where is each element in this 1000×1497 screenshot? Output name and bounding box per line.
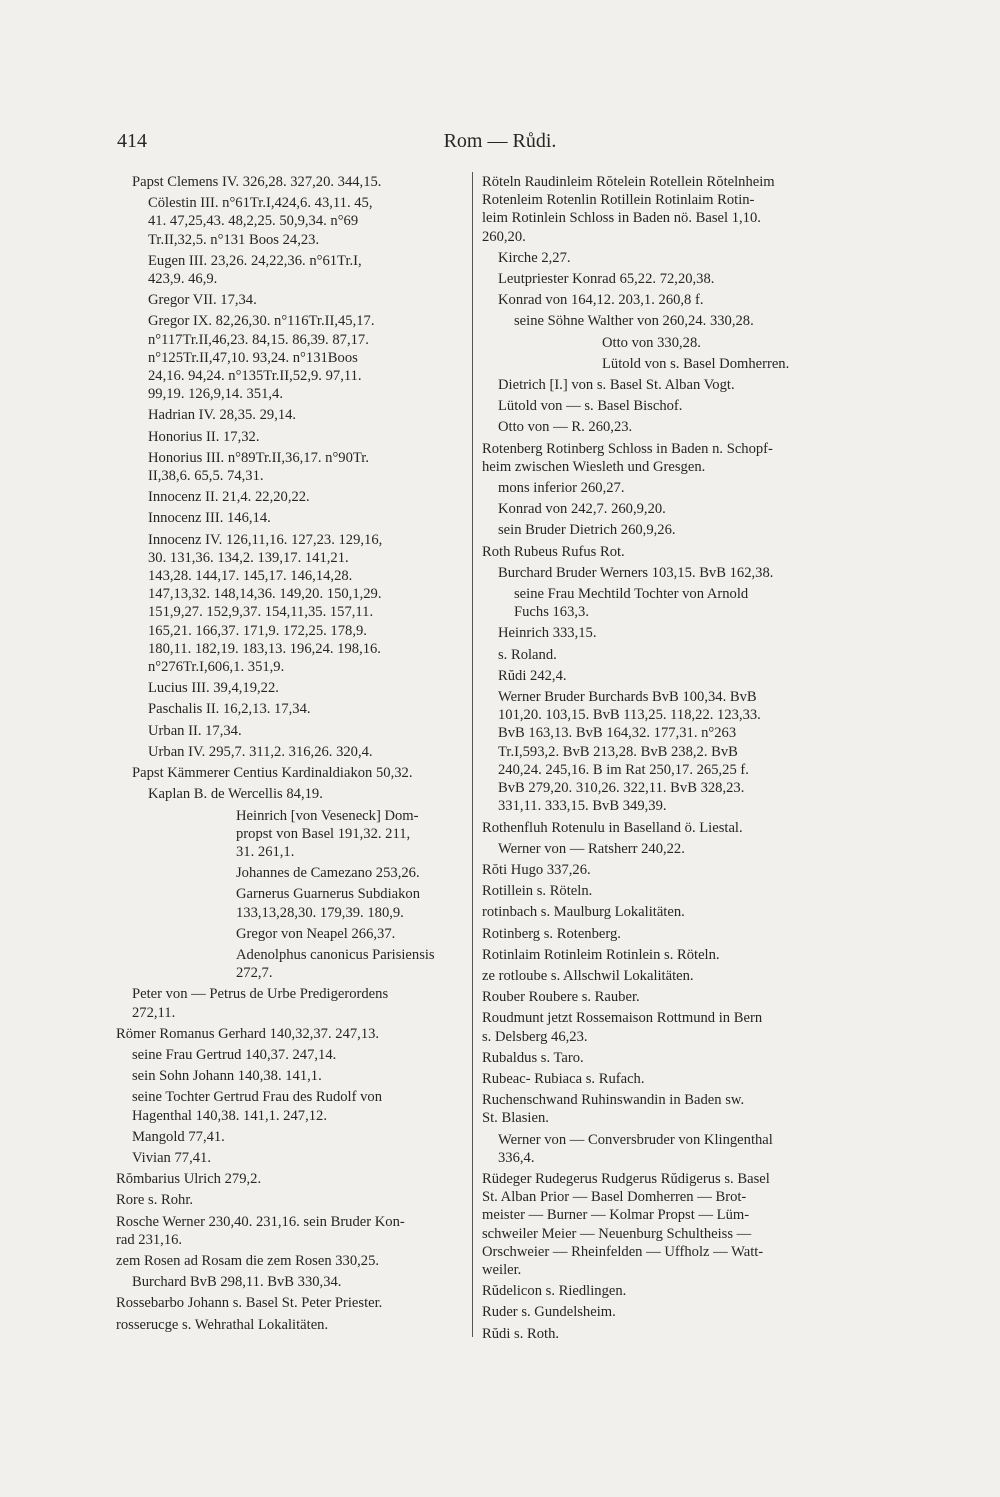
index-entry: [482, 440, 842, 476]
index-entry: [482, 946, 842, 964]
entry-line: II,38,6. 65,5. 74,31.: [148, 468, 264, 485]
entry-line: Rouber Roubere s. Rauber.: [482, 989, 640, 1006]
index-entry: [116, 531, 468, 677]
index-entry: [116, 406, 468, 424]
index-entry: [482, 500, 842, 518]
index-entry: [116, 1252, 468, 1270]
entry-line: Innocenz IV. 126,11,16. 127,23. 129,16,: [148, 531, 383, 548]
index-entry: [116, 700, 468, 718]
entry-line: Urban II. 17,34.: [148, 722, 242, 739]
index-entry: [482, 376, 842, 394]
entry-line: 99,19. 126,9,14. 351,4.: [148, 386, 283, 403]
entry-line: Rotillein s. Röteln.: [482, 883, 593, 900]
entry-line: 260,20.: [482, 228, 526, 245]
entry-line: Rüdeger Rudegerus Rudgerus Rŭdigerus s. Basel: [482, 1170, 770, 1187]
index-entry: [116, 312, 468, 403]
entry-line: leim Rotinlein Schloss in Baden nö. Basel 1,10.: [482, 210, 761, 227]
entry-line: 272,11.: [132, 1004, 176, 1021]
index-entry: [116, 1067, 468, 1085]
entry-line: 331,11. 333,15. BvB 349,39.: [498, 798, 667, 815]
index-entry: [482, 291, 842, 309]
entry-line: 165,21. 166,37. 171,9. 172,25. 178,9.: [148, 622, 367, 639]
index-entry: [116, 925, 468, 943]
entry-line: mons inferior 260,27.: [498, 480, 625, 497]
entry-line: Roudmunt jetzt Rossemaison Rottmund in Bern: [482, 1010, 763, 1027]
entry-line: Burchard Bruder Werners 103,15. BvB 162,38.: [498, 564, 774, 581]
entry-line: Rosche Werner 230,40. 231,16. sein Bruder Kon-: [116, 1213, 405, 1230]
entry-line: Kaplan B. de Wercellis 84,19.: [148, 786, 323, 803]
index-entry: [116, 449, 468, 485]
entry-line: Rŏti Hugo 337,26.: [482, 861, 591, 878]
index-entry: [116, 1294, 468, 1312]
entry-line: 24,16. 94,24. n°135Tr.II,52,9. 97,11.: [148, 368, 362, 385]
entry-line: Roth Rubeus Rufus Rot.: [482, 543, 625, 560]
entry-line: 180,11. 182,19. 183,13. 196,24. 198,16.: [148, 640, 381, 657]
index-entry: [116, 509, 468, 527]
entry-line: 143,28. 144,17. 145,17. 146,14,28.: [148, 568, 353, 585]
index-entry: [116, 1149, 468, 1167]
entry-line: Lütold von s. Basel Domherren.: [602, 355, 790, 372]
entry-line: Rotinlaim Rotinleim Rotinlein s. Röteln.: [482, 946, 720, 963]
entry-line: Rossebarbo Johann s. Basel St. Peter Priester.: [116, 1295, 383, 1312]
index-entry: [482, 624, 842, 642]
entry-line: Honorius III. n°89Tr.II,36,17. n°90Tr.: [148, 449, 370, 466]
entry-line: Rotenberg Rotinberg Schloss in Baden n. Schopf-: [482, 440, 773, 457]
entry-line: Gregor VII. 17,34.: [148, 292, 257, 309]
index-entry: [482, 173, 842, 246]
entry-line: BvB 163,13. BvB 164,32. 177,31. n°263: [498, 725, 737, 742]
entry-line: Otto von 330,28.: [602, 334, 701, 351]
entry-line: Garnerus Guarnerus Subdiakon: [236, 886, 420, 903]
index-entry: [482, 667, 842, 685]
page-number: 414: [117, 130, 147, 152]
entry-line: Eugen III. 23,26. 24,22,36. n°61Tr.I,: [148, 252, 362, 269]
entry-line: Ruder s. Gundelsheim.: [482, 1304, 616, 1321]
entry-line: rad 231,16.: [116, 1231, 183, 1248]
index-entry: [482, 967, 842, 985]
index-entry: [482, 564, 842, 582]
entry-line: Rore s. Rohr.: [116, 1192, 194, 1209]
entry-line: 101,20. 103,15. BvB 113,25. 118,22. 123,33.: [498, 707, 761, 724]
index-entry: [116, 194, 468, 249]
entry-line: Vivian 77,41.: [132, 1149, 211, 1166]
entry-line: 31. 261,1.: [236, 843, 295, 860]
entry-line: rotinbach s. Maulburg Lokalitäten.: [482, 904, 685, 921]
index-entry: [482, 1303, 842, 1321]
index-entry: [116, 488, 468, 506]
index-entry: [482, 1049, 842, 1067]
index-entry: [116, 946, 468, 982]
index-entry: [482, 1170, 842, 1279]
index-entry: [116, 807, 468, 862]
entry-line: Papst Clemens IV. 326,28. 327,20. 344,15.: [132, 174, 382, 190]
entry-line: Fuchs 163,3.: [514, 604, 589, 621]
index-entry: [116, 1025, 468, 1043]
entry-line: Honorius II. 17,32.: [148, 428, 260, 445]
index-entry: [482, 1325, 842, 1343]
index-entry: [482, 249, 842, 267]
entry-line: Gregor von Neapel 266,37.: [236, 925, 396, 942]
entry-line: Röteln Raudinleim Rŏtelein Rotellein Rŏtelnheim: [482, 174, 775, 190]
entry-line: St. Alban Prior — Basel Domherren — Brot-: [482, 1189, 747, 1206]
entry-line: heim zwischen Wiesleth und Gresgen.: [482, 458, 706, 475]
entry-line: 30. 131,36. 134,2. 139,17. 141,21.: [148, 549, 349, 566]
entry-line: Rŏmbarius Ulrich 279,2.: [116, 1171, 262, 1188]
entry-line: Adenolphus canonicus Parisiensis: [236, 946, 435, 963]
entry-line: Werner von — Ratsherr 240,22.: [498, 840, 685, 857]
index-entry: [116, 252, 468, 288]
index-entry: [482, 1009, 842, 1045]
entry-line: Konrad von 242,7. 260,9,20.: [498, 501, 666, 518]
index-entry: [482, 479, 842, 497]
entry-line: 41. 47,25,43. 48,2,25. 50,9,34. n°69: [148, 213, 359, 230]
index-entry: [482, 840, 842, 858]
entry-line: Orschweier — Rheinfelden — Uffholz — Watt-: [482, 1243, 764, 1260]
entry-line: seine Tochter Gertrud Frau des Rudolf von: [132, 1089, 382, 1106]
index-entry: [482, 521, 842, 539]
entry-line: zem Rosen ad Rosam die zem Rosen 330,25.: [116, 1252, 380, 1269]
index-entry: [116, 722, 468, 740]
column-rule: [472, 172, 473, 1337]
index-entry: [482, 1131, 842, 1167]
entry-line: 336,4.: [498, 1149, 535, 1166]
entry-line: Konrad von 164,12. 203,1. 260,8 f.: [498, 292, 704, 309]
entry-line: Rotenleim Rotenlin Rotillein Rotinlaim Rotin-: [482, 192, 755, 209]
index-entry: [482, 688, 842, 815]
index-entry: [482, 270, 842, 288]
left-column: [116, 173, 468, 1337]
entry-line: Dietrich [I.] von s. Basel St. Alban Vogt.: [498, 377, 735, 394]
entry-line: Peter von — Petrus de Urbe Predigerordens: [132, 986, 389, 1003]
entry-line: sein Bruder Dietrich 260,9,26.: [498, 522, 676, 539]
entry-line: Römer Romanus Gerhard 140,32,37. 247,13.: [116, 1025, 380, 1042]
index-entry: [116, 1213, 468, 1249]
entry-line: Ruchenschwand Ruhinswandin in Baden sw.: [482, 1092, 745, 1109]
index-entry: [116, 1170, 468, 1188]
entry-line: Otto von — R. 260,23.: [498, 419, 633, 436]
index-entry: [482, 861, 842, 879]
index-entry: [482, 418, 842, 436]
index-entry: [482, 355, 842, 373]
entry-line: Rotinberg s. Rotenberg.: [482, 925, 621, 942]
entry-line: 147,13,32. 148,14,36. 149,20. 150,1,29.: [148, 586, 382, 603]
index-entry: [482, 646, 842, 664]
entry-line: Rŭdi s. Roth.: [482, 1325, 560, 1342]
entry-line: s. Delsberg 46,23.: [482, 1028, 588, 1045]
index-entry: [116, 291, 468, 309]
entry-line: Tr.I,593,2. BvB 213,28. BvB 238,2. BvB: [498, 743, 738, 760]
entry-line: n°276Tr.I,606,1. 351,9.: [148, 659, 285, 676]
index-entry: [482, 1070, 842, 1088]
running-head: Rom — Růdi.: [443, 130, 557, 152]
entry-line: St. Blasien.: [482, 1110, 549, 1127]
entry-line: Leutpriester Konrad 65,22. 72,20,38.: [498, 271, 715, 288]
entry-line: Rŭdelicon s. Riedlingen.: [482, 1283, 627, 1300]
index-entry: [482, 312, 842, 330]
entry-line: Tr.II,32,5. n°131 Boos 24,23.: [148, 231, 320, 248]
entry-line: weiler.: [482, 1261, 522, 1278]
index-entry: [482, 819, 842, 837]
entry-line: seine Frau Gertrud 140,37. 247,14.: [132, 1046, 337, 1063]
index-entry: [116, 1316, 468, 1334]
index-entry: [116, 885, 468, 921]
index-entry: [116, 985, 468, 1021]
index-entry: [482, 1091, 842, 1127]
index-entry: [482, 988, 842, 1006]
index-entry: [116, 1046, 468, 1064]
entry-line: Werner Bruder Burchards BvB 100,34. BvB: [498, 689, 757, 706]
entry-line: sein Sohn Johann 140,38. 141,1.: [132, 1068, 322, 1085]
entry-line: seine Frau Mechtild Tochter von Arnold: [514, 586, 749, 603]
index-entry: [482, 1282, 842, 1300]
entry-line: 240,24. 245,16. B im Rat 250,17. 265,25 f.: [498, 761, 749, 778]
entry-line: Hadrian IV. 28,35. 29,14.: [148, 407, 297, 424]
entry-line: n°117Tr.II,46,23. 84,15. 86,39. 87,17.: [148, 331, 369, 348]
index-entry: [482, 925, 842, 943]
entry-line: Rubaldus s. Taro.: [482, 1049, 584, 1066]
entry-line: Werner von — Conversbruder von Klingenthal: [498, 1131, 773, 1148]
index-entry: [116, 764, 468, 782]
entry-line: Hagenthal 140,38. 141,1. 247,12.: [132, 1107, 327, 1124]
index-entry: [482, 397, 842, 415]
index-entry: [116, 1088, 468, 1124]
index-entry: [116, 864, 468, 882]
entry-line: Rothenfluh Rotenulu in Baselland ö. Liestal.: [482, 819, 743, 836]
entry-line: schweiler Meier — Neuenburg Schultheiss —: [482, 1225, 752, 1242]
entry-line: Lucius III. 39,4,19,22.: [148, 680, 279, 697]
entry-line: Rubeac- Rubiaca s. Rufach.: [482, 1070, 645, 1087]
entry-line: Innocenz II. 21,4. 22,20,22.: [148, 489, 310, 506]
entry-line: Kirche 2,27.: [498, 249, 571, 266]
entry-line: s. Roland.: [498, 646, 557, 663]
entry-line: Heinrich [von Veseneck] Dom-: [236, 807, 419, 824]
entry-line: Mangold 77,41.: [132, 1128, 225, 1145]
right-column: [482, 173, 842, 1346]
entry-line: Burchard BvB 298,11. BvB 330,34.: [132, 1274, 342, 1291]
entry-line: Papst Kämmerer Centius Kardinaldiakon 50,32.: [132, 765, 413, 782]
index-entry: [116, 1273, 468, 1291]
entry-line: n°125Tr.II,47,10. 93,24. n°131Boos: [148, 349, 358, 366]
entry-line: BvB 279,20. 310,26. 322,11. BvB 328,23.: [498, 780, 745, 797]
entry-line: ze rotloube s. Allschwil Lokalitäten.: [482, 967, 694, 984]
entry-line: rosserucge s. Wehrathal Lokalitäten.: [116, 1316, 329, 1333]
index-entry: [482, 334, 842, 352]
index-entry: [116, 785, 468, 803]
entry-line: 151,9,27. 152,9,37. 154,11,35. 157,11.: [148, 604, 374, 621]
entry-line: Cölestin III. n°61Tr.I,424,6. 43,11. 45,: [148, 195, 373, 212]
entry-line: meister — Burner — Kolmar Propst — Lüm-: [482, 1207, 750, 1224]
entry-line: Heinrich 333,15.: [498, 625, 597, 642]
index-entry: [116, 173, 468, 191]
entry-line: 272,7.: [236, 965, 273, 982]
entry-line: seine Söhne Walther von 260,24. 330,28.: [514, 313, 754, 330]
entry-line: Urban IV. 295,7. 311,2. 316,26. 320,4.: [148, 743, 373, 760]
index-entry: [482, 585, 842, 621]
index-entry: [116, 679, 468, 697]
index-entry: [116, 1128, 468, 1146]
index-entry: [116, 1191, 468, 1209]
index-entry: [482, 882, 842, 900]
entry-line: Innocenz III. 146,14.: [148, 510, 271, 527]
index-entry: [482, 543, 842, 561]
entry-line: Paschalis II. 16,2,13. 17,34.: [148, 701, 311, 718]
entry-line: Lütold von — s. Basel Bischof.: [498, 398, 683, 415]
index-entry: [482, 903, 842, 921]
entry-line: 423,9. 46,9.: [148, 271, 218, 288]
entry-line: Gregor IX. 82,26,30. n°116Tr.II,45,17.: [148, 313, 375, 330]
entry-line: Rŭdi 242,4.: [498, 667, 567, 684]
index-entry: [116, 428, 468, 446]
index-entry: [116, 743, 468, 761]
entry-line: 133,13,28,30. 179,39. 180,9.: [236, 904, 404, 921]
entry-line: propst von Basel 191,32. 211,: [236, 825, 411, 842]
entry-line: Johannes de Camezano 253,26.: [236, 865, 420, 882]
